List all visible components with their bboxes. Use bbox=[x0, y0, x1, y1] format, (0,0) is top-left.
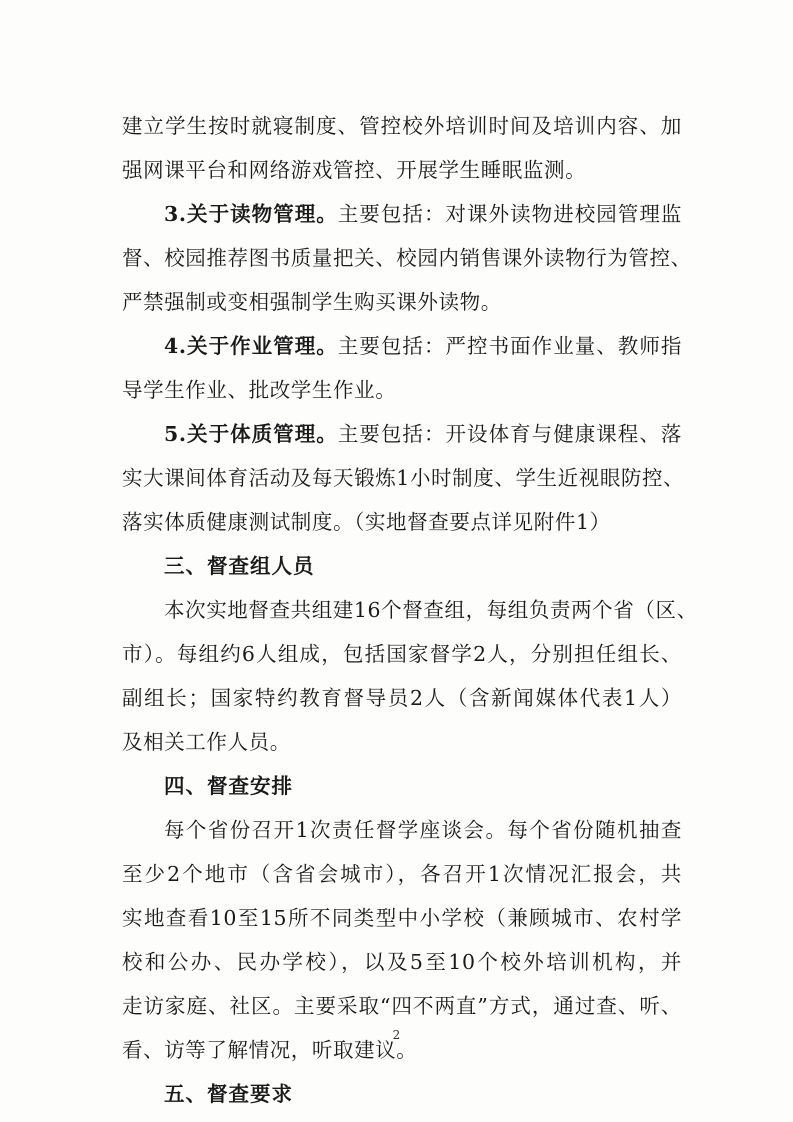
paragraph-line: 实地查看10至15所不同类型中小学校（兼顾城市、农村学 bbox=[122, 906, 682, 930]
paragraph-line: 督、校园推荐图书质量把关、校园内销售课外读物行为管控、 bbox=[122, 246, 692, 270]
paragraph-line: 强网课平台和网络游戏管控、开展学生睡眠监测。 bbox=[122, 158, 587, 182]
paragraph-line: 校和公办、民办学校），以及5至10个校外培训机构，并 bbox=[122, 950, 682, 974]
section-heading: 五、督查要求 bbox=[164, 1082, 293, 1106]
paragraph-line bbox=[122, 412, 682, 456]
paragraph-line: 副组长；国家特约教育督导员2人（含新闻媒体代表1人） bbox=[122, 686, 682, 710]
item-lead: 5.关于体质管理。 bbox=[164, 422, 338, 446]
paragraph-line: 导学生作业、批改学生作业。 bbox=[122, 378, 397, 402]
item-text: 主要包括：严控书面作业量、教师指 bbox=[337, 334, 682, 358]
item-text: 主要包括：开设体育与健康课程、落 bbox=[337, 422, 682, 446]
paragraph-line: 建立学生按时就寝制度、管控校外培训时间及培训内容、加 bbox=[122, 114, 682, 138]
document-body bbox=[122, 104, 698, 1116]
paragraph-line: 本次实地督查共组建16个督查组，每组负责两个省（区、 bbox=[164, 598, 698, 622]
paragraph-line: 实大课间体育活动及每天锻炼1小时制度、学生近视眼防控、 bbox=[122, 466, 685, 490]
paragraph-line: 走访家庭、社区。主要采取“四不两直”方式，通过查、听、 bbox=[122, 994, 682, 1018]
page-number: 2 bbox=[392, 1028, 401, 1042]
section-heading: 四、督查安排 bbox=[164, 774, 293, 798]
item-lead: 3.关于读物管理。 bbox=[164, 202, 338, 226]
paragraph-line: 市）。每组约6人组成，包括国家督学2人，分别担任组长、 bbox=[122, 642, 682, 666]
item-lead: 4.关于作业管理。 bbox=[164, 334, 338, 358]
section-heading: 三、督查组人员 bbox=[164, 554, 315, 578]
item-text: 主要包括：对课外读物进校园管理监 bbox=[337, 202, 682, 226]
paragraph-line: 每个省份召开1次责任督学座谈会。每个省份随机抽查 bbox=[164, 818, 682, 842]
paragraph-line: 看、访等了解情况，听取建议。 bbox=[122, 1038, 418, 1062]
paragraph-line bbox=[122, 324, 682, 368]
paragraph-line: 严禁强制或变相强制学生购买课外读物。 bbox=[122, 290, 502, 314]
paragraph-line: 落实体质健康测试制度。（实地督查要点详见附件1） bbox=[122, 510, 611, 534]
paragraph-line bbox=[122, 192, 682, 236]
paragraph-line: 至少2个地市（含省会城市），各召开1次情况汇报会，共 bbox=[122, 862, 682, 886]
paragraph-line: 及相关工作人员。 bbox=[122, 730, 291, 754]
